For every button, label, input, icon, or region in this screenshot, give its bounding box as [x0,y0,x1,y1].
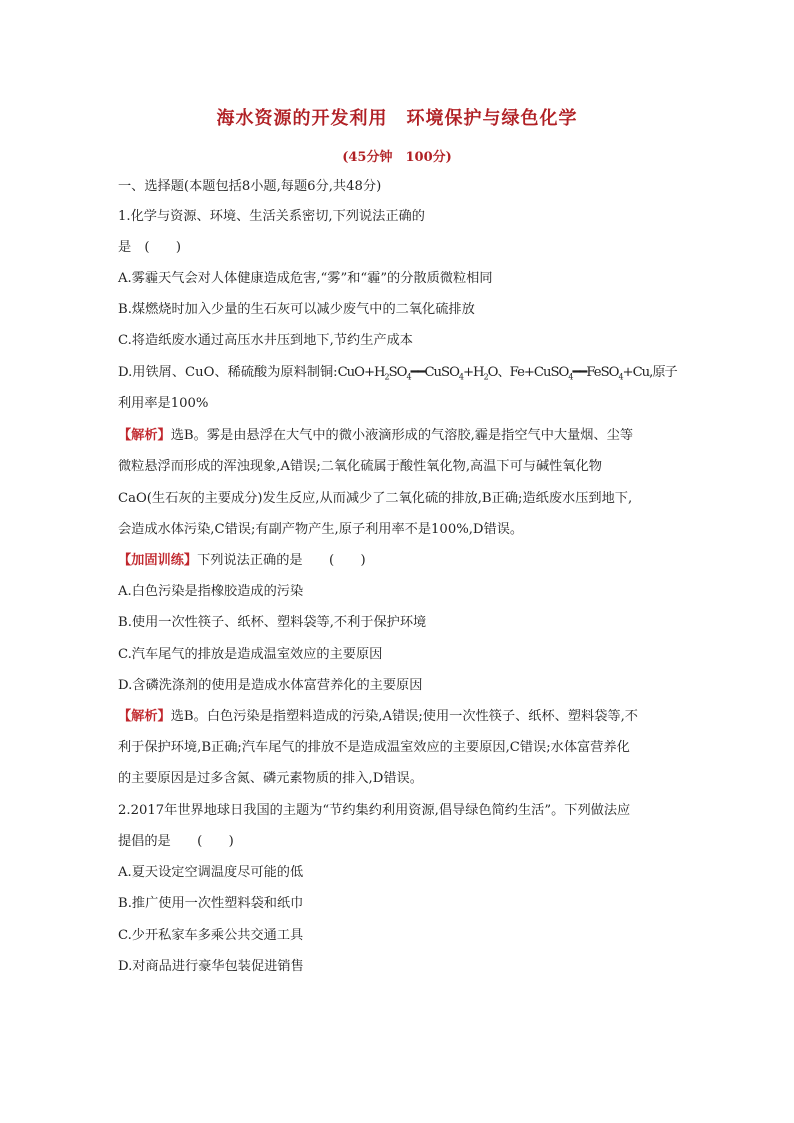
q1-option-d-equation [338,365,677,380]
training-analysis-line2: 利于保护环境,B正确;汽车尾气的排放不是造成温室效应的主要原因,C错误;水体富营养化 [118,740,630,755]
eq-part: FeSO [586,365,619,380]
q1-option-a: A.雾霾天气会对人体健康造成危害,“雾”和“霾”的分散质微粒相同 [118,271,493,286]
page-subtitle: (45分钟 100分) [342,150,452,165]
eq-sub: 4 [458,372,463,382]
eq-sub: 2 [384,372,389,382]
eq-part: CuO+H [337,365,385,380]
q1-stem-line2: 是 ( ) [118,240,182,255]
q2-option-c: C.少开私家车多乘公共交通工具 [118,928,304,943]
q1-analysis-text1: 选B。雾是由悬浮在大气中的微小液滴形成的气溶胶,霾是指空气中大量烟、尘等 [170,428,634,443]
training-option-a: A.白色污染是指橡胶造成的污染 [118,584,304,599]
q2-stem-line2: 提倡的是 ( ) [118,834,234,849]
eq-part: CuSO [424,365,459,380]
eq-sub: 4 [618,372,623,382]
eq-sub: 2 [483,372,488,382]
training-tag: 【加固训练】 [118,553,198,568]
eq-sub: 4 [406,372,411,382]
eq-sub: 4 [568,372,573,382]
eq-part: SO [388,365,407,380]
q1-stem-line1: 1.化学与资源、环境、生活关系密切,下列说法正确的 [118,209,425,224]
q2-stem-line1: 2.2017年世界地球日我国的主题为“节约集约利用资源,倡导绿色简约生活”。下列做法应 [118,803,631,818]
page-title: 海水资源的开发利用 环境保护与绿色化学 [216,108,578,129]
training-option-c: C.汽车尾气的排放是造成温室效应的主要原因 [118,647,383,662]
training-stem [118,552,366,570]
training-analysis-text1: 选B。白色污染是指塑料造成的污染,A错误;使用一次性筷子、纸杯、塑料袋等,不 [170,709,638,724]
training-analysis-line1 [118,708,638,726]
q1-analysis-line4: 会造成水体污染,C错误;有副产物产生,原子利用率不是100%,D错误。 [118,522,524,537]
q2-option-d: D.对商品进行豪华包装促进销售 [118,959,304,974]
analysis-tag: 【解析】 [118,428,171,443]
q1-analysis-line2: 微粒悬浮而形成的浑浊现象,A错误;二氧化硫属于酸性氧化物,高温下可与碱性氧化物 [118,459,602,474]
q1-option-b: B.煤燃烧时加入少量的生石灰可以减少废气中的二氧化硫排放 [118,302,475,317]
training-stem-text: 下列说法正确的是 ( ) [197,553,366,568]
eq-arrow: ━━ [572,365,587,380]
training-option-b: B.使用一次性筷子、纸杯、塑料袋等,不利于保护环境 [118,615,427,630]
q1-analysis-line3: CaO(生石灰的主要成分)发生反应,从而减少了二氧化硫的排放,B正确;造纸废水压到地下, [118,491,633,506]
q2-option-b: B.推广使用一次性塑料袋和纸巾 [118,896,304,911]
q1-option-d-line2: 利用率是100% [118,396,209,411]
eq-part: +H [463,365,484,380]
training-analysis-line3: 的主要原因是过多含氮、磷元素物质的排入,D错误。 [118,771,423,786]
q1-option-d-prefix: D.用铁屑、CuO、稀硫酸为原料制铜: [118,365,338,380]
analysis-tag: 【解析】 [118,709,171,724]
q1-analysis-line1 [118,427,633,445]
training-option-d: D.含磷洗涤剂的使用是造成水体富营养化的主要原因 [118,678,423,693]
q2-option-a: A.夏天设定空调温度尽可能的低 [118,865,304,880]
q1-option-c: C.将造纸废水通过高压水井压到地下,节约生产成本 [118,333,413,348]
q1-option-d [118,364,677,382]
eq-part: O、Fe+CuSO [487,365,569,380]
section-heading: 一、选择题(本题包括8小题,每题6分,共48分) [118,179,382,194]
eq-arrow: ━━ [410,365,425,380]
eq-part: +Cu,原子 [622,365,677,380]
